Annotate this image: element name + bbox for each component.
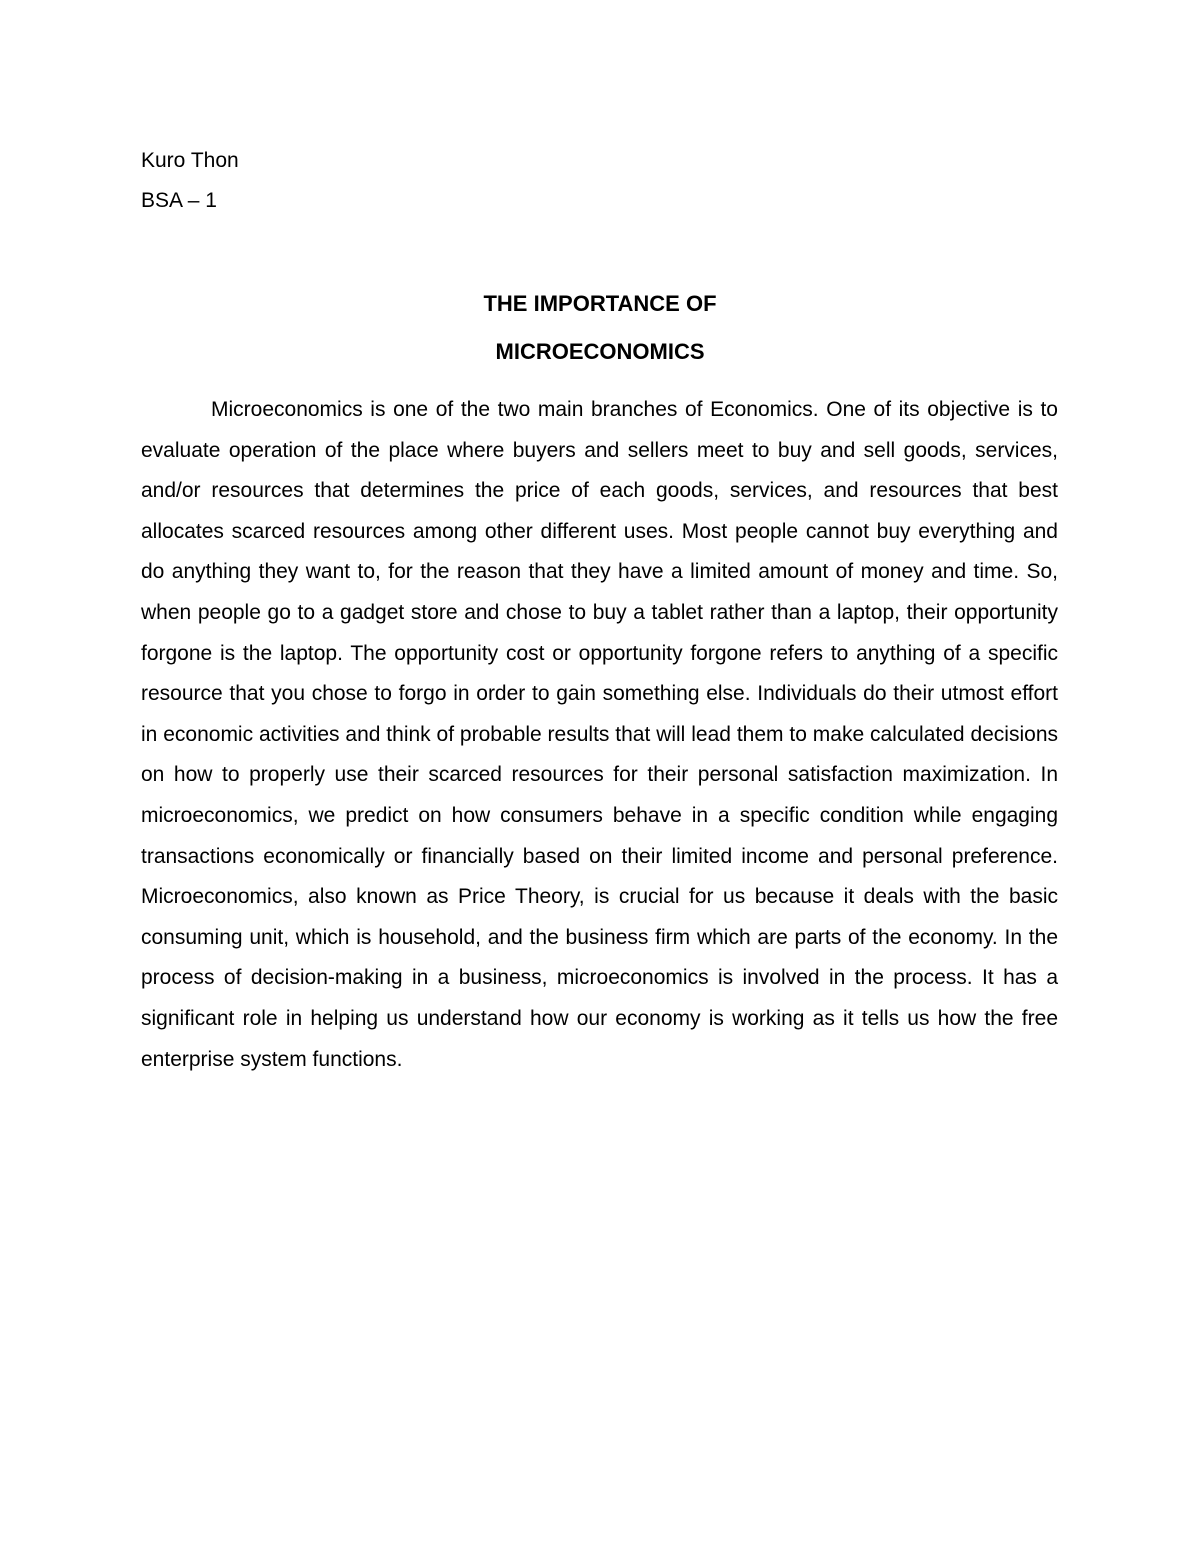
course-section: BSA – 1 <box>141 189 217 212</box>
title-line-2: MICROECONOMICS <box>495 339 705 364</box>
author-header <box>141 141 239 221</box>
body-paragraph: Microeconomics is one of the two main branches of Economics. One of its objective is to evaluate operation of the place where buyers and sellers meet to buy and sell goods, services, and/or resources that determines the price of each goods, services, and resources that best allocates scarced resources among other different uses. Most people cannot buy everything and do anything they want to, for the reason that they have a limited amount of money and time. So, when people go to a gadget store and chose to buy a tablet rather than a laptop, their opportunity forgone is the laptop. The opportunity cost or opportunity forgone refers to anything of a specific resource that you chose to forgo in order to gain something else. Individuals do their utmost effort in economic activities and think of probable results that will lead them to make calculated decisions on how to properly use their scarced resources for their personal satisfaction maximization. In microeconomics, we predict on how consumers behave in a specific condition while engaging transactions economically or financially based on their limited income and personal preference. Microeconomics, also known as Price Theory, is crucial for us because it deals with the basic consuming unit, which is household, and the business firm which are parts of the economy. In the process of decision-making in a business, microeconomics is involved in the process. It has a significant role in helping us understand how our economy is working as it tells us how the free enterprise system functions. <box>141 398 1058 1071</box>
title-line-1: THE IMPORTANCE OF <box>483 291 717 316</box>
document-title <box>0 280 1200 376</box>
author-name: Kuro Thon <box>141 149 239 172</box>
